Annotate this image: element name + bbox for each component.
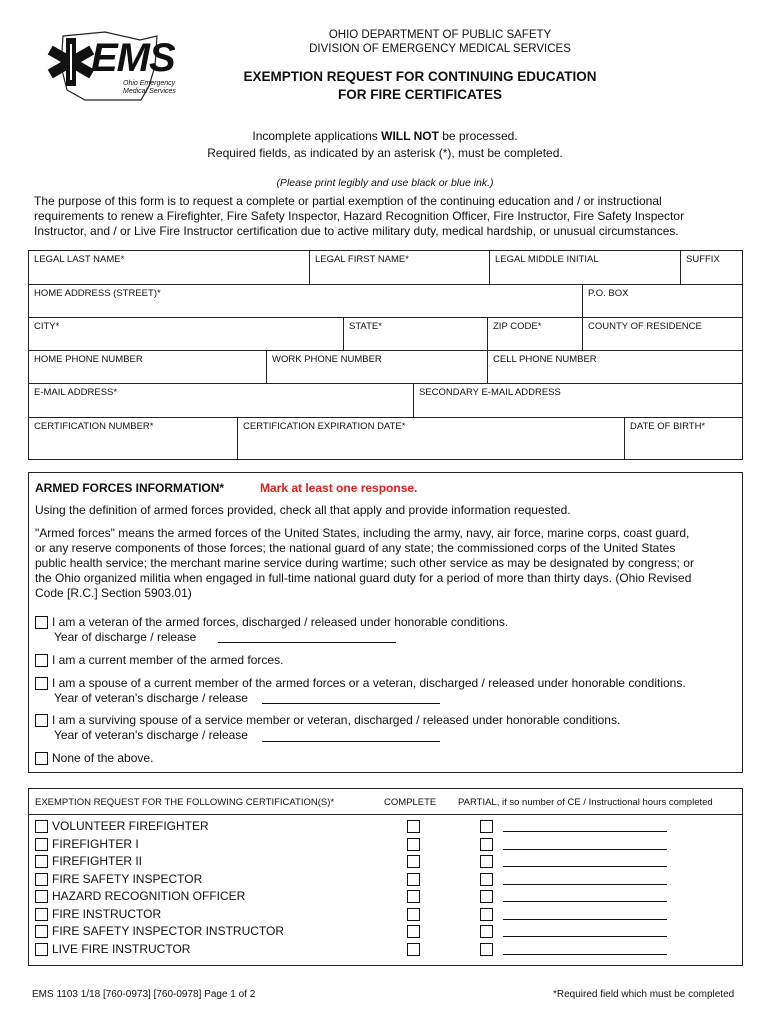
cert-checkbox[interactable]	[35, 943, 48, 956]
home-address-field[interactable]: HOME ADDRESS (STREET)*	[34, 288, 161, 299]
none-checkbox[interactable]	[35, 752, 48, 765]
cert-label: FIRE INSTRUCTOR	[52, 907, 162, 921]
cert-checkbox[interactable]	[35, 925, 48, 938]
cert-expiration-field[interactable]: CERTIFICATION EXPIRATION DATE*	[243, 421, 406, 432]
cert-label: FIREFIGHTER II	[52, 854, 142, 868]
cert-checkbox[interactable]	[35, 838, 48, 851]
complete-checkbox[interactable]	[407, 890, 420, 903]
partial-checkbox[interactable]	[480, 838, 493, 851]
discharge-year-input[interactable]	[218, 642, 396, 643]
partial-hours-input[interactable]	[503, 866, 667, 867]
partial-checkbox[interactable]	[480, 908, 493, 921]
agency-line-1: OHIO DEPARTMENT OF PUBLIC SAFETY	[328, 29, 552, 41]
notice-post: be processed.	[438, 129, 518, 143]
current-member-label: I am a current member of the armed forces.	[52, 653, 284, 667]
email-field[interactable]: E-MAIL ADDRESS*	[34, 387, 118, 398]
spouse-discharge-input[interactable]	[262, 703, 440, 704]
partial-checkbox[interactable]	[480, 820, 493, 833]
cert-checkbox[interactable]	[35, 890, 48, 903]
ems-logo	[45, 26, 185, 106]
partial-hours-input[interactable]	[503, 919, 667, 920]
spouse-checkbox[interactable]	[35, 677, 48, 690]
notice-line-3: (Please print legibly and use black or blue ink.)	[276, 177, 494, 189]
form-title-1: EXEMPTION REQUEST FOR CONTINUING EDUCATION	[243, 69, 597, 84]
form-title-2: FOR FIRE CERTIFICATES	[338, 87, 502, 102]
home-phone-field[interactable]: HOME PHONE NUMBER	[34, 354, 143, 365]
cell-phone-field[interactable]: CELL PHONE NUMBER	[493, 354, 597, 365]
complete-checkbox[interactable]	[407, 838, 420, 851]
state-field[interactable]: STATE*	[349, 321, 382, 332]
partial-checkbox[interactable]	[480, 925, 493, 938]
partial-hours-input[interactable]	[503, 901, 667, 902]
work-phone-field[interactable]: WORK PHONE NUMBER	[272, 354, 382, 365]
cert-checkbox[interactable]	[35, 855, 48, 868]
purpose-line-3: Instructor, and / or Live Fire Instructor certification due to active military duty, medical hardship, or unusual circumstances.	[34, 224, 679, 238]
armed-def-2: or any reserve components of those forces; the national guard of any state; the commissioned corps of the United States	[35, 541, 676, 555]
city-field[interactable]: CITY*	[34, 321, 60, 332]
complete-checkbox[interactable]	[407, 908, 420, 921]
armed-def-1: "Armed forces" means the armed forces of the United States, including the army, navy, air force, marine corps, coast guard,	[35, 526, 690, 540]
cert-number-field[interactable]: CERTIFICATION NUMBER*	[34, 421, 154, 432]
logo-sub1: Ohio Emergency	[123, 80, 176, 87]
complete-checkbox[interactable]	[407, 943, 420, 956]
veteran-checkbox[interactable]	[35, 616, 48, 629]
col-certification: EXEMPTION REQUEST FOR THE FOLLOWING CERTIFICATION(S)*	[35, 797, 335, 808]
discharge-year-label: Year of discharge / release	[54, 630, 197, 644]
secondary-email-field[interactable]: SECONDARY E-MAIL ADDRESS	[419, 387, 561, 398]
cert-checkbox[interactable]	[35, 873, 48, 886]
partial-checkbox[interactable]	[480, 855, 493, 868]
partial-hours-input[interactable]	[503, 831, 667, 832]
logo-text: EMS	[91, 36, 175, 80]
armed-def-4: the Ohio organized militia when engaged in full-time national guard duty for a period of more than thirty days. (Ohio Revised	[35, 571, 692, 585]
none-label: None of the above.	[52, 751, 154, 765]
agency-line-2: DIVISION OF EMERGENCY MEDICAL SERVICES	[309, 43, 571, 55]
cert-label: LIVE FIRE INSTRUCTOR	[52, 942, 191, 956]
partial-checkbox[interactable]	[480, 890, 493, 903]
spouse-label: I am a spouse of a current member of the armed forces or a veteran, discharged / released under honorable conditions.	[52, 676, 686, 690]
partial-checkbox[interactable]	[480, 873, 493, 886]
complete-checkbox[interactable]	[407, 873, 420, 886]
cert-label: HAZARD RECOGNITION OFFICER	[52, 889, 246, 903]
armed-def-3: public health service; the merchant marine service during wartime; such other service as may be designated by congress; or	[35, 556, 694, 570]
purpose-line-2: requirements to renew a Firefighter, Fire Safety Inspector, Hazard Recognition Officer, Fire Instructor, Fire Safety Inspector	[34, 209, 685, 223]
middle-initial-field[interactable]: LEGAL MIDDLE INITIAL	[495, 254, 599, 265]
col-partial: PARTIAL, if so number of CE / Instructional hours completed	[458, 797, 713, 808]
armed-instruction: Using the definition of armed forces provided, check all that apply and provide information requested.	[35, 503, 571, 517]
partial-checkbox[interactable]	[480, 943, 493, 956]
county-field[interactable]: COUNTY OF RESIDENCE	[588, 321, 702, 332]
cert-label: VOLUNTEER FIREFIGHTER	[52, 819, 209, 833]
dob-field[interactable]: DATE OF BIRTH*	[630, 421, 706, 432]
armed-forces-heading: ARMED FORCES INFORMATION*	[35, 481, 225, 495]
required-note: *Required field which must be completed	[553, 989, 735, 1000]
cert-label: FIRE SAFETY INSPECTOR	[52, 872, 203, 886]
surviving-discharge-label: Year of veteran's discharge / release	[54, 728, 248, 742]
col-complete: COMPLETE	[384, 797, 437, 808]
armed-def-5: Code [R.C.] Section 5903.01)	[35, 586, 192, 600]
notice-line-2: Required fields, as indicated by an asterisk (*), must be completed.	[207, 146, 563, 160]
partial-hours-input[interactable]	[503, 936, 667, 937]
complete-checkbox[interactable]	[407, 925, 420, 938]
veteran-label: I am a veteran of the armed forces, discharged / released under honorable conditions.	[52, 615, 509, 629]
surviving-spouse-label: I am a surviving spouse of a service member or veteran, discharged / released under honorable conditions.	[52, 713, 621, 727]
partial-hours-input[interactable]	[503, 884, 667, 885]
notice-bold: WILL NOT	[381, 129, 439, 143]
purpose-line-1: The purpose of this form is to request a complete or partial exemption of the continuing education and / or instructional	[34, 194, 662, 208]
last-name-field[interactable]: LEGAL LAST NAME*	[34, 254, 125, 265]
cert-checkbox[interactable]	[35, 908, 48, 921]
notice-pre: Incomplete applications	[252, 129, 382, 143]
cert-label: FIREFIGHTER I	[52, 837, 139, 851]
suffix-field[interactable]: SUFFIX	[686, 254, 720, 265]
notice-line-1	[0, 129, 770, 143]
surviving-discharge-input[interactable]	[262, 741, 440, 742]
complete-checkbox[interactable]	[407, 855, 420, 868]
cert-checkbox[interactable]	[35, 820, 48, 833]
current-member-checkbox[interactable]	[35, 654, 48, 667]
partial-hours-input[interactable]	[503, 954, 667, 955]
mark-response-note: Mark at least one response.	[260, 481, 418, 495]
form-id: EMS 1103 1/18 [760-0973] [760-0978] Page 1 of 2	[32, 989, 256, 1000]
zip-field[interactable]: ZIP CODE*	[493, 321, 542, 332]
complete-checkbox[interactable]	[407, 820, 420, 833]
cert-label: FIRE SAFETY INSPECTOR INSTRUCTOR	[52, 924, 285, 938]
first-name-field[interactable]: LEGAL FIRST NAME*	[315, 254, 409, 265]
surviving-spouse-checkbox[interactable]	[35, 714, 48, 727]
spouse-discharge-label: Year of veteran's discharge / release	[54, 691, 248, 705]
partial-hours-input[interactable]	[503, 849, 667, 850]
logo-sub2: Medical Services	[123, 88, 176, 95]
po-box-field[interactable]: P.O. BOX	[588, 288, 629, 299]
